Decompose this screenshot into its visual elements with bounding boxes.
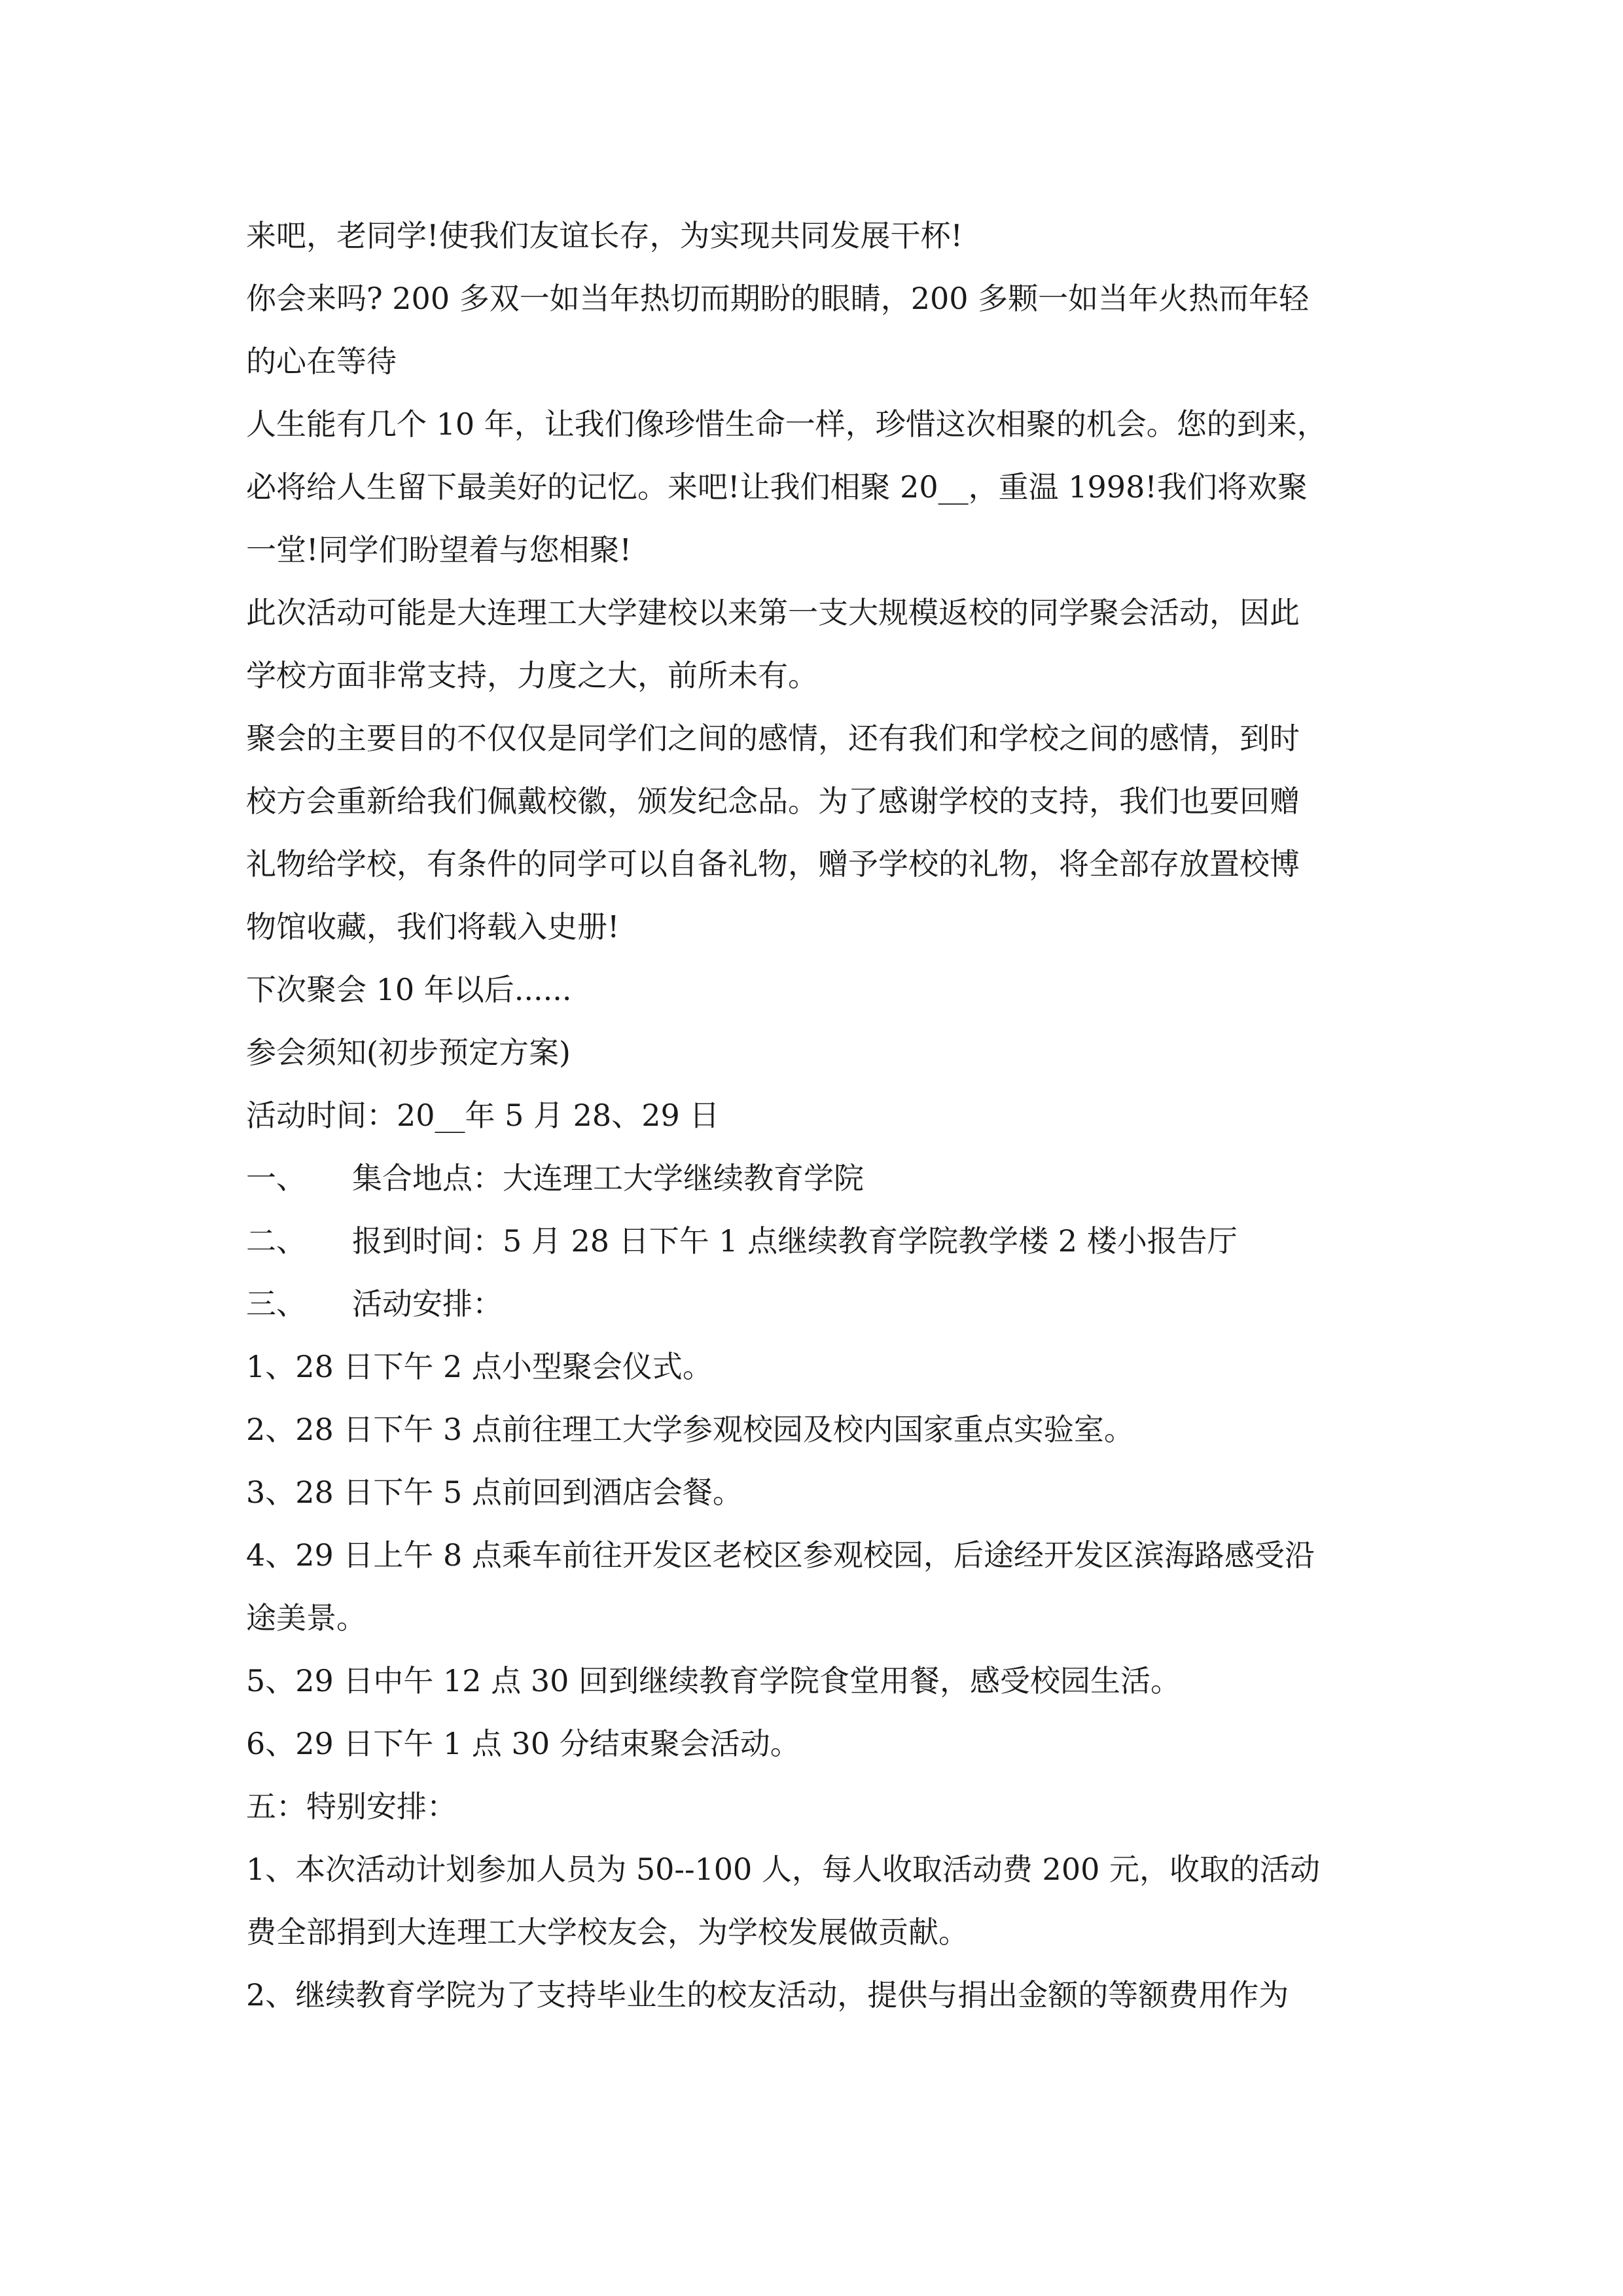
special-heading: 五：特别安排： [246, 1789, 457, 1824]
schedule-item: 2、28 日下午 3 点前往理工大学参观校园及校内国家重点实验室。 [246, 1412, 1134, 1447]
section-heading: 参会须知(初步预定方案) [246, 1035, 571, 1070]
schedule-item: 6、29 日下午 1 点 30 分结束聚会活动。 [246, 1726, 800, 1761]
section-text: 集合地点：大连理工大学继续教育学院 [352, 1160, 864, 1196]
schedule-item: 4、29 日上午 8 点乘车前往开发区老校区参观校园，后途经开发区滨海路感受沿 [246, 1537, 1315, 1573]
text-line: 学校方面非常支持，力度之大，前所未有。 [246, 658, 818, 693]
section-text: 报到时间：5 月 28 日下午 1 点继续教育学院教学楼 2 楼小报告厅 [352, 1223, 1238, 1259]
text-line: 下次聚会 10 年以后...... [246, 972, 572, 1007]
schedule-item: 1、28 日下午 2 点小型聚会仪式。 [246, 1349, 713, 1384]
event-time-line: 活动时间：20__年 5 月 28、29 日 [246, 1098, 720, 1133]
text-line: 的心在等待 [246, 344, 397, 379]
section-item [246, 1210, 1385, 1272]
section-index: 二、 [246, 1223, 306, 1259]
section-item [246, 1272, 1385, 1335]
special-item-continued: 费全部捐到大连理工大学校友会，为学校发展做贡献。 [246, 1914, 969, 1950]
schedule-item: 3、28 日下午 5 点前回到酒店会餐。 [246, 1475, 743, 1510]
section-index: 三、 [246, 1286, 306, 1321]
schedule-item: 5、29 日中午 12 点 30 回到继续教育学院食堂用餐，感受校园生活。 [246, 1663, 1181, 1698]
text-line: 此次活动可能是大连理工大学建校以来第一支大规模返校的同学聚会活动，因此 [246, 595, 1300, 630]
text-line: 礼物给学校，有条件的同学可以自备礼物，赠予学校的礼物，将全部存放置校博 [246, 846, 1300, 882]
special-item: 1、本次活动计划参加人员为 50--100 人，每人收取活动费 200 元，收取的活动 [246, 1852, 1320, 1887]
section-item [246, 1147, 1385, 1210]
text-line: 你会来吗? 200 多双一如当年热切而期盼的眼睛，200 多颗一如当年火热而年轻 [246, 281, 1310, 316]
text-line: 校方会重新给我们佩戴校徽，颁发纪念品。为了感谢学校的支持，我们也要回赠 [246, 783, 1300, 819]
section-index: 一、 [246, 1160, 306, 1196]
document-body [246, 204, 1385, 2026]
special-item: 2、继续教育学院为了支持毕业生的校友活动，提供与捐出金额的等额费用作为 [246, 1977, 1289, 2013]
text-line: 来吧，老同学!使我们友谊长存，为实现共同发展干杯! [246, 218, 963, 253]
section-text: 活动安排： [352, 1286, 503, 1321]
text-line: 一堂!同学们盼望着与您相聚! [246, 532, 632, 567]
text-line: 物馆收藏，我们将载入史册! [246, 909, 620, 944]
schedule-item-continued: 途美景。 [246, 1600, 366, 1636]
text-line: 必将给人生留下最美好的记忆。来吧!让我们相聚 20__，重温 1998!我们将欢聚 [246, 469, 1308, 505]
text-line: 人生能有几个 10 年，让我们像珍惜生命一样，珍惜这次相聚的机会。您的到来， [246, 406, 1327, 442]
text-line: 聚会的主要目的不仅仅是同学们之间的感情，还有我们和学校之间的感情，到时 [246, 721, 1300, 756]
